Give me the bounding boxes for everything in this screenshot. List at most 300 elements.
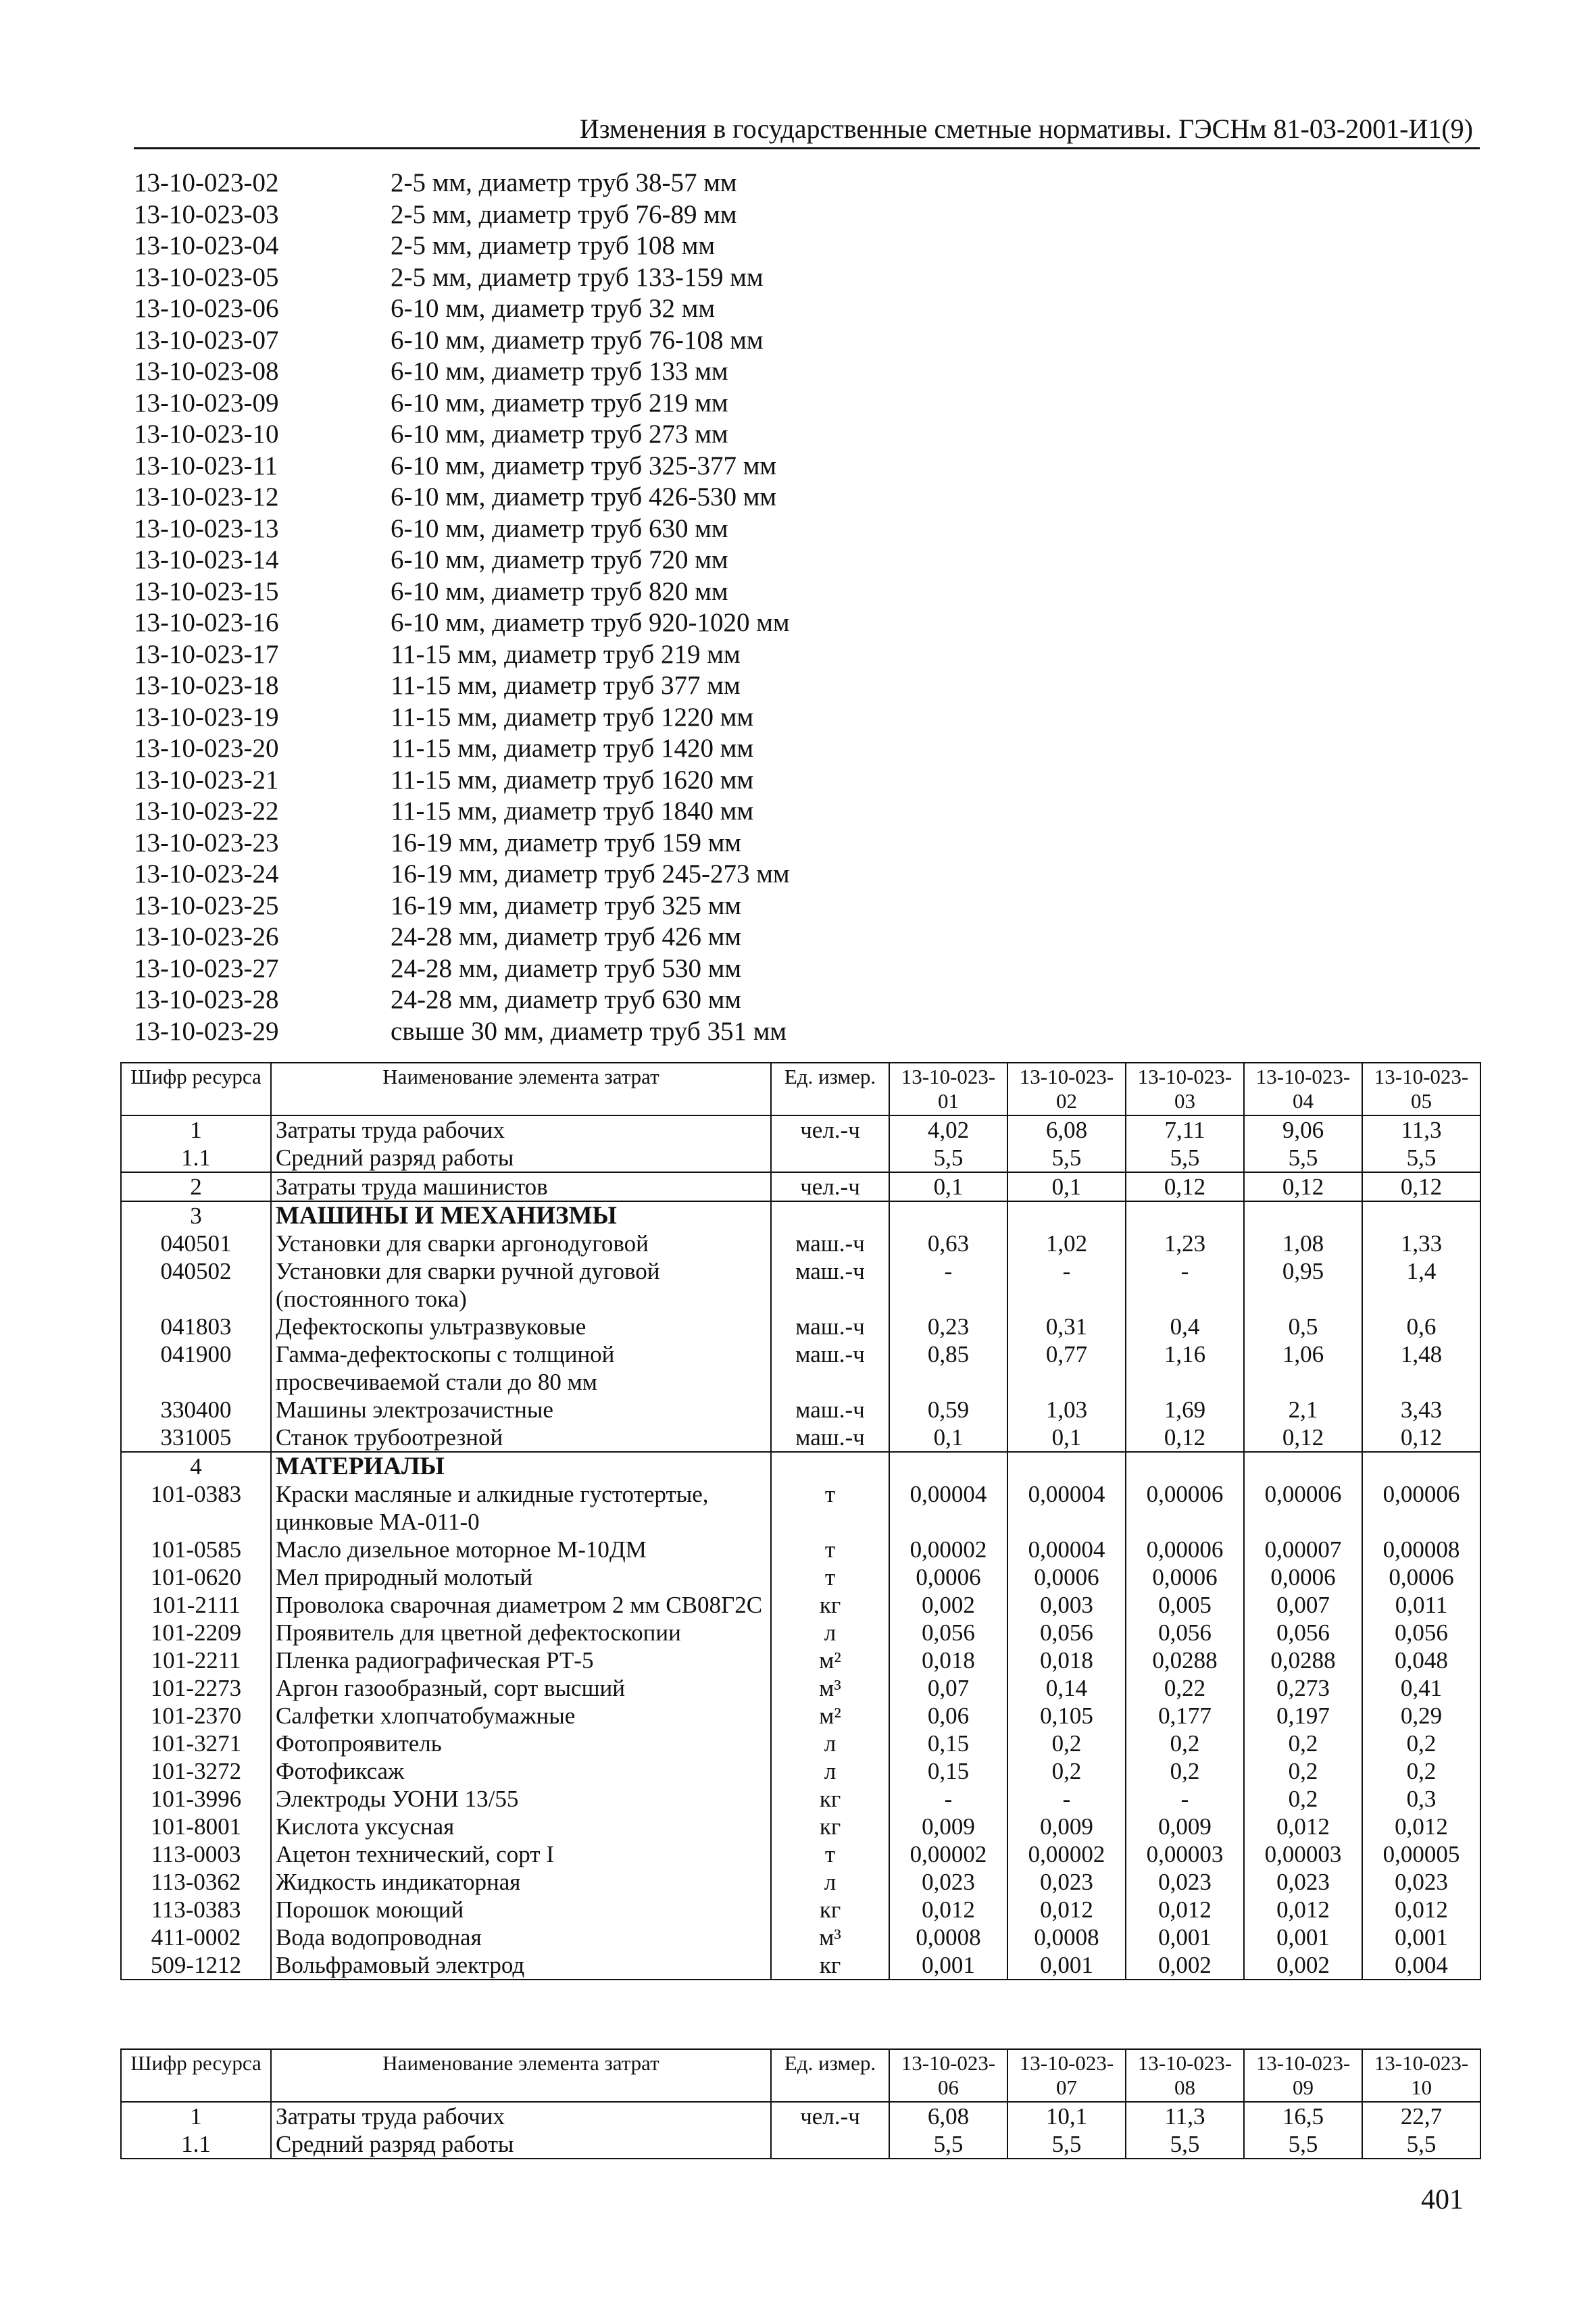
norm-description: 6-10 мм, диаметр труб 219 мм — [391, 388, 728, 418]
cell-value: 0,95 — [1244, 1257, 1362, 1313]
cell-unit: т — [771, 1840, 889, 1868]
cell-value: 0,2 — [1007, 1730, 1126, 1757]
cell-value: 0,14 — [1007, 1674, 1126, 1702]
norm-code: 13-10-023-25 — [134, 890, 279, 920]
table-row — [121, 1757, 1480, 1785]
cell-value: 0,2 — [1126, 1757, 1244, 1785]
cell-value: - — [889, 1785, 1007, 1813]
cell-cipher: 1.1 — [121, 1144, 271, 1172]
cell-value: - — [1007, 1785, 1126, 1813]
cell-value: - — [1126, 1785, 1244, 1813]
norm-description: 11-15 мм, диаметр труб 1420 мм — [391, 734, 754, 763]
norm-code: 13-10-023-15 — [134, 576, 279, 606]
norm-code: 13-10-023-09 — [134, 388, 279, 418]
table-row — [121, 1840, 1480, 1868]
cell-value: 6,08 — [889, 2102, 1007, 2130]
cell-value: 0,007 — [1244, 1591, 1362, 1619]
cell-value: 0,009 — [1007, 1813, 1126, 1840]
cell-value — [1362, 1201, 1480, 1230]
cell-unit: кг — [771, 1591, 889, 1619]
cell-value: 0,056 — [1244, 1619, 1362, 1646]
cell-value: 0,2 — [1244, 1757, 1362, 1785]
cell-value: 0,002 — [1126, 1951, 1244, 1980]
resource-table-2 — [120, 2048, 1481, 2159]
cell-value: 0,2 — [1244, 1730, 1362, 1757]
cell-value: 1,08 — [1244, 1230, 1362, 1257]
cell-cipher: 101-3996 — [121, 1785, 271, 1813]
table-header-row — [121, 1063, 1480, 1115]
norm-code: 13-10-023-27 — [134, 953, 279, 983]
cell-cipher: 041803 — [121, 1313, 271, 1340]
cell-unit: т — [771, 1536, 889, 1563]
cell-value: 0,00002 — [889, 1536, 1007, 1563]
cell-name: Вода водопроводная — [271, 1923, 771, 1951]
cell-cipher: 113-0362 — [121, 1868, 271, 1896]
cell-value: 0,6 — [1362, 1313, 1480, 1340]
cell-value: 5,5 — [1362, 1144, 1480, 1172]
cell-value: 0,005 — [1126, 1591, 1244, 1619]
table-row — [121, 1424, 1480, 1452]
cell-value: 0,1 — [1007, 1172, 1126, 1201]
code-list-item — [134, 607, 877, 639]
cell-cipher: 040501 — [121, 1230, 271, 1257]
cell-name: Мел природный молотый — [271, 1563, 771, 1591]
cell-cipher: 331005 — [121, 1424, 271, 1452]
cell-value: 5,5 — [1362, 2130, 1480, 2159]
norm-code: 13-10-023-04 — [134, 231, 279, 260]
code-list-item — [134, 419, 877, 451]
cell-value: 0,197 — [1244, 1702, 1362, 1730]
cell-name: Фотопроявитель — [271, 1730, 771, 1757]
norm-description: 6-10 мм, диаметр труб 720 мм — [391, 545, 728, 574]
table-row — [121, 1452, 1480, 1480]
cell-unit: м² — [771, 1646, 889, 1674]
cell-value: 0,00006 — [1126, 1480, 1244, 1536]
header-unit: Ед. измер. — [771, 2049, 889, 2102]
cell-value: 0,056 — [1007, 1619, 1126, 1646]
cell-value: 0,2 — [1362, 1757, 1480, 1785]
cell-value: 0,009 — [889, 1813, 1007, 1840]
norm-description: 6-10 мм, диаметр труб 76-108 мм — [391, 325, 764, 355]
cell-cipher: 101-0620 — [121, 1563, 271, 1591]
table-row — [121, 1480, 1480, 1536]
table-row — [121, 1951, 1480, 1980]
cell-value: 1,16 — [1126, 1340, 1244, 1396]
cell-value: 0,177 — [1126, 1702, 1244, 1730]
cell-value: 0,41 — [1362, 1674, 1480, 1702]
cell-value: 0,1 — [889, 1424, 1007, 1452]
table-row — [121, 1396, 1480, 1424]
cell-value — [1007, 1201, 1126, 1230]
cell-cipher: 4 — [121, 1452, 271, 1480]
cell-value: 0,1 — [1007, 1424, 1126, 1452]
cell-unit: кг — [771, 1813, 889, 1840]
cell-value: 0,0006 — [1126, 1563, 1244, 1591]
cell-unit: л — [771, 1730, 889, 1757]
table-row — [121, 1591, 1480, 1619]
norm-description: 6-10 мм, диаметр труб 133 мм — [391, 357, 728, 386]
cell-name: Порошок моющий — [271, 1896, 771, 1923]
cell-value: 2,1 — [1244, 1396, 1362, 1424]
table-row — [121, 1144, 1480, 1172]
cell-unit: т — [771, 1480, 889, 1536]
norm-description: 6-10 мм, диаметр труб 32 мм — [391, 294, 716, 323]
code-list-item — [134, 388, 877, 420]
cell-name: Средний разряд работы — [271, 1144, 771, 1172]
cell-value: - — [889, 1257, 1007, 1313]
cell-name: Электроды УОНИ 13/55 — [271, 1785, 771, 1813]
cell-value: 0,15 — [889, 1757, 1007, 1785]
norm-description: 6-10 мм, диаметр труб 820 мм — [391, 576, 728, 606]
cell-name: Аргон газообразный, сорт высший — [271, 1674, 771, 1702]
cell-unit: м³ — [771, 1923, 889, 1951]
cell-name: Жидкость индикаторная — [271, 1868, 771, 1896]
cell-value: 1,02 — [1007, 1230, 1126, 1257]
cell-name: МАШИНЫ И МЕХАНИЗМЫ — [271, 1201, 771, 1230]
table-row — [121, 1201, 1480, 1230]
cell-value: 11,3 — [1126, 2102, 1244, 2130]
cell-value: 0,00008 — [1362, 1536, 1480, 1563]
cell-value: 0,00006 — [1362, 1480, 1480, 1536]
cell-value: 11,3 — [1362, 1115, 1480, 1144]
norm-description: 2-5 мм, диаметр труб 108 мм — [391, 231, 716, 260]
norm-description: 24-28 мм, диаметр труб 530 мм — [391, 953, 742, 983]
cell-unit: л — [771, 1868, 889, 1896]
header-name: Наименование элемента затрат — [271, 1063, 771, 1115]
norm-code: 13-10-023-24 — [134, 859, 279, 888]
cell-value: 0,023 — [1244, 1868, 1362, 1896]
table-header-row — [121, 2049, 1480, 2102]
table-group — [121, 1172, 1480, 1201]
table-row — [121, 1257, 1480, 1313]
table-row — [121, 1868, 1480, 1896]
header-norm-column: 13-10-023-07 — [1007, 2049, 1126, 2102]
table-row — [121, 1813, 1480, 1840]
cell-value: 0,001 — [889, 1951, 1007, 1980]
code-list-item — [134, 293, 877, 325]
code-list-item — [134, 890, 877, 922]
norm-description: 16-19 мм, диаметр труб 245-273 мм — [391, 859, 790, 888]
cell-value — [1244, 1201, 1362, 1230]
cell-value: 0,29 — [1362, 1702, 1480, 1730]
table-row — [121, 1646, 1480, 1674]
cell-value: 0,009 — [1126, 1813, 1244, 1840]
table-row — [121, 1730, 1480, 1757]
cell-value: 0,3 — [1362, 1785, 1480, 1813]
cell-value: 0,2 — [1244, 1785, 1362, 1813]
header-norm-column: 13-10-023-08 — [1126, 2049, 1244, 2102]
cell-cipher: 101-8001 — [121, 1813, 271, 1840]
table-row — [121, 2130, 1480, 2159]
cell-value: 5,5 — [889, 2130, 1007, 2159]
cell-name: Фотофиксаж — [271, 1757, 771, 1785]
cell-value — [1362, 1452, 1480, 1480]
cell-unit: кг — [771, 1785, 889, 1813]
cell-value: 0,85 — [889, 1340, 1007, 1396]
code-list-item — [134, 639, 877, 671]
cell-value: 0,00004 — [1007, 1536, 1126, 1563]
cell-unit: маш.-ч — [771, 1230, 889, 1257]
table-group — [121, 1115, 1480, 1172]
cell-cipher: 040502 — [121, 1257, 271, 1313]
cell-name: Вольфрамовый электрод — [271, 1951, 771, 1980]
table-row — [121, 1674, 1480, 1702]
cell-value: 0,2 — [1126, 1730, 1244, 1757]
cell-name: МАТЕРИАЛЫ — [271, 1452, 771, 1480]
cell-value: 0,001 — [1244, 1923, 1362, 1951]
header-norm-column: 13-10-023-10 — [1362, 2049, 1480, 2102]
cell-cipher: 1 — [121, 1115, 271, 1144]
cell-value: 7,11 — [1126, 1115, 1244, 1144]
norm-code: 13-10-023-11 — [134, 451, 278, 480]
cell-value: 0,023 — [1362, 1868, 1480, 1896]
cell-value: 0,003 — [1007, 1591, 1126, 1619]
cell-value: 0,4 — [1126, 1313, 1244, 1340]
norm-code: 13-10-023-02 — [134, 168, 279, 197]
norm-description: 6-10 мм, диаметр труб 920-1020 мм — [391, 608, 790, 637]
cell-value: 0,00006 — [1244, 1480, 1362, 1536]
cell-value: 0,012 — [889, 1896, 1007, 1923]
cell-name: Установки для сварки ручной дуговой (постоянного тока) — [271, 1257, 771, 1313]
table-row — [121, 1896, 1480, 1923]
cell-name: Проволока сварочная диаметром 2 мм СВ08Г2С — [271, 1591, 771, 1619]
norm-code: 13-10-023-03 — [134, 199, 279, 229]
norm-description: 11-15 мм, диаметр труб 1620 мм — [391, 765, 754, 795]
cell-value: 0,00002 — [889, 1840, 1007, 1868]
header-norm-column: 13-10-023-04 — [1244, 1063, 1362, 1115]
cell-value: 0,12 — [1362, 1424, 1480, 1452]
cell-value: 0,00002 — [1007, 1840, 1126, 1868]
cell-value: 0,12 — [1244, 1424, 1362, 1452]
cell-value: 5,5 — [1007, 2130, 1126, 2159]
cell-value: 0,012 — [1007, 1896, 1126, 1923]
cell-value: 0,12 — [1362, 1172, 1480, 1201]
table-row — [121, 1115, 1480, 1144]
cell-name: Салфетки хлопчатобумажные — [271, 1702, 771, 1730]
code-list-item — [134, 670, 877, 702]
cell-value: 0,011 — [1362, 1591, 1480, 1619]
cell-value: 9,06 — [1244, 1115, 1362, 1144]
norm-description: свыше 30 мм, диаметр труб 351 мм — [391, 1016, 787, 1046]
cell-value: 0,00006 — [1126, 1536, 1244, 1563]
norm-code: 13-10-023-22 — [134, 797, 279, 826]
table-group — [121, 2102, 1480, 2159]
cell-value: 0,001 — [1007, 1951, 1126, 1980]
header-unit: Ед. измер. — [771, 1063, 889, 1115]
cell-unit: м³ — [771, 1674, 889, 1702]
cell-value: 0,1 — [889, 1172, 1007, 1201]
cell-unit: маш.-ч — [771, 1257, 889, 1313]
norm-description: 24-28 мм, диаметр труб 426 мм — [391, 922, 742, 951]
cell-value: 0,0008 — [1007, 1923, 1126, 1951]
header-norm-column: 13-10-023-02 — [1007, 1063, 1126, 1115]
cell-cipher: 101-2273 — [121, 1674, 271, 1702]
norm-code: 13-10-023-08 — [134, 357, 279, 386]
table-row — [121, 1619, 1480, 1646]
cell-value: 0,0006 — [889, 1563, 1007, 1591]
cell-value: 0,018 — [889, 1646, 1007, 1674]
norm-code: 13-10-023-29 — [134, 1016, 279, 1046]
norm-description: 11-15 мм, диаметр труб 377 мм — [391, 671, 741, 700]
header-cipher: Шифр ресурса — [121, 1063, 271, 1115]
cell-value: 0,002 — [889, 1591, 1007, 1619]
cell-value: 0,004 — [1362, 1951, 1480, 1980]
code-list-item — [134, 168, 877, 199]
cell-unit: чел.-ч — [771, 2102, 889, 2130]
cell-value: 0,22 — [1126, 1674, 1244, 1702]
table-row — [121, 1313, 1480, 1340]
norm-code: 13-10-023-23 — [134, 828, 279, 857]
norm-description: 6-10 мм, диаметр труб 273 мм — [391, 420, 728, 449]
cell-unit: л — [771, 1619, 889, 1646]
norm-description: 2-5 мм, диаметр труб 38-57 мм — [391, 168, 737, 197]
cell-value: 0,012 — [1244, 1896, 1362, 1923]
code-list-item — [134, 199, 877, 231]
cell-value: 0,00003 — [1126, 1840, 1244, 1868]
norm-description: 16-19 мм, диаметр труб 325 мм — [391, 890, 742, 920]
code-list-item — [134, 733, 877, 765]
cell-value — [1007, 1452, 1126, 1480]
cell-value — [889, 1201, 1007, 1230]
cell-unit: маш.-ч — [771, 1424, 889, 1452]
cell-value: 0,056 — [1362, 1619, 1480, 1646]
cell-value: 0,023 — [1007, 1868, 1126, 1896]
cell-name: Дефектоскопы ультразвуковые — [271, 1313, 771, 1340]
cell-value: 5,5 — [1244, 1144, 1362, 1172]
cell-value: 0,07 — [889, 1674, 1007, 1702]
cell-value — [889, 1452, 1007, 1480]
cell-cipher: 330400 — [121, 1396, 271, 1424]
table-row — [121, 2102, 1480, 2130]
cell-cipher: 411-0002 — [121, 1923, 271, 1951]
cell-cipher: 2 — [121, 1172, 271, 1201]
cell-name: Затраты труда рабочих — [271, 1115, 771, 1144]
norm-description: 6-10 мм, диаметр труб 426-530 мм — [391, 482, 777, 511]
cell-value: 1,33 — [1362, 1230, 1480, 1257]
cell-name: Машины электрозачистные — [271, 1396, 771, 1424]
cell-cipher: 101-3271 — [121, 1730, 271, 1757]
cell-value: - — [1007, 1257, 1126, 1313]
cell-value: 0,0006 — [1244, 1563, 1362, 1591]
cell-value: 0,59 — [889, 1396, 1007, 1424]
cell-value: 0,023 — [1126, 1868, 1244, 1896]
cell-unit — [771, 1452, 889, 1480]
cell-cipher: 101-3272 — [121, 1757, 271, 1785]
cell-value: 0,012 — [1362, 1896, 1480, 1923]
norm-code: 13-10-023-13 — [134, 513, 279, 543]
cell-unit — [771, 2130, 889, 2159]
cell-value: 0,023 — [889, 1868, 1007, 1896]
code-list-item — [134, 984, 877, 1016]
table-row — [121, 1172, 1480, 1201]
cell-cipher: 1.1 — [121, 2130, 271, 2159]
cell-cipher: 113-0383 — [121, 1896, 271, 1923]
cell-cipher: 101-2111 — [121, 1591, 271, 1619]
table-row — [121, 1230, 1480, 1257]
code-list-item — [134, 796, 877, 828]
cell-value: 22,7 — [1362, 2102, 1480, 2130]
cell-value: 1,69 — [1126, 1396, 1244, 1424]
cell-value: 0,12 — [1244, 1172, 1362, 1201]
running-header-text: Изменения в государственные сметные нормативы. ГЭСНм 81-03-2001-И1(9) — [579, 114, 1473, 144]
cell-value: 0,048 — [1362, 1646, 1480, 1674]
cell-cipher: 101-2211 — [121, 1646, 271, 1674]
cell-value: 0,0006 — [1007, 1563, 1126, 1591]
cell-value: 0,00004 — [889, 1480, 1007, 1536]
table-row — [121, 1563, 1480, 1591]
cell-value: 1,23 — [1126, 1230, 1244, 1257]
norm-description: 11-15 мм, диаметр труб 1840 мм — [391, 797, 754, 826]
norm-code: 13-10-023-14 — [134, 545, 279, 574]
norm-code: 13-10-023-12 — [134, 482, 279, 511]
table-group — [121, 1452, 1480, 1980]
cell-value: 1,03 — [1007, 1396, 1126, 1424]
header-norm-column: 13-10-023-03 — [1126, 1063, 1244, 1115]
cell-value: 0,273 — [1244, 1674, 1362, 1702]
cell-value — [1126, 1201, 1244, 1230]
cell-value: 0,012 — [1362, 1813, 1480, 1840]
norm-code: 13-10-023-20 — [134, 734, 279, 763]
cell-name: Установки для сварки аргонодуговой — [271, 1230, 771, 1257]
cell-cipher: 101-2209 — [121, 1619, 271, 1646]
header-name: Наименование элемента затрат — [271, 2049, 771, 2102]
table-row — [121, 1340, 1480, 1396]
code-list-item — [134, 325, 877, 357]
code-list-item — [134, 513, 877, 545]
norm-code: 13-10-023-07 — [134, 325, 279, 355]
norm-code: 13-10-023-21 — [134, 765, 279, 795]
cell-value: 6,08 — [1007, 1115, 1126, 1144]
cell-value: 0,00007 — [1244, 1536, 1362, 1563]
norm-description: 16-19 мм, диаметр труб 159 мм — [391, 828, 742, 857]
header-norm-column: 13-10-023-05 — [1362, 1063, 1480, 1115]
cell-value: 0,056 — [889, 1619, 1007, 1646]
cell-value: 0,012 — [1126, 1896, 1244, 1923]
cell-value: 0,001 — [1126, 1923, 1244, 1951]
cell-name: Масло дизельное моторное М-10ДМ — [271, 1536, 771, 1563]
cell-value: 0,00003 — [1244, 1840, 1362, 1868]
code-list-item — [134, 356, 877, 388]
norm-description: 2-5 мм, диаметр труб 133-159 мм — [391, 262, 764, 292]
cell-value: 0,31 — [1007, 1313, 1126, 1340]
cell-value — [1126, 1452, 1244, 1480]
cell-name: Краски масляные и алкидные густотертые, цинковые МА-011-0 — [271, 1480, 771, 1536]
code-list-item — [134, 859, 877, 890]
norm-description: 11-15 мм, диаметр труб 219 мм — [391, 639, 741, 669]
code-list-item — [134, 702, 877, 734]
norm-code: 13-10-023-05 — [134, 262, 279, 292]
cell-unit: маш.-ч — [771, 1313, 889, 1340]
cell-value: 0,23 — [889, 1313, 1007, 1340]
cell-value: 0,00005 — [1362, 1840, 1480, 1868]
cell-name: Гамма-дефектоскопы с толщиной просвечиваемой стали до 80 мм — [271, 1340, 771, 1396]
cell-cipher: 1 — [121, 2102, 271, 2130]
cell-value: 1,4 — [1362, 1257, 1480, 1313]
cell-value: 0,77 — [1007, 1340, 1126, 1396]
norm-code: 13-10-023-26 — [134, 922, 279, 951]
table-group — [121, 1201, 1480, 1452]
cell-value: 0,2 — [1007, 1757, 1126, 1785]
cell-cipher: 101-0383 — [121, 1480, 271, 1536]
cell-value: 0,0008 — [889, 1923, 1007, 1951]
page-number: 401 — [1421, 2184, 1464, 2215]
cell-value: 0,06 — [889, 1702, 1007, 1730]
table-row — [121, 1702, 1480, 1730]
cell-cipher: 509-1212 — [121, 1951, 271, 1980]
cell-unit: т — [771, 1563, 889, 1591]
cell-value: 0,018 — [1007, 1646, 1126, 1674]
cell-value: 5,5 — [889, 1144, 1007, 1172]
